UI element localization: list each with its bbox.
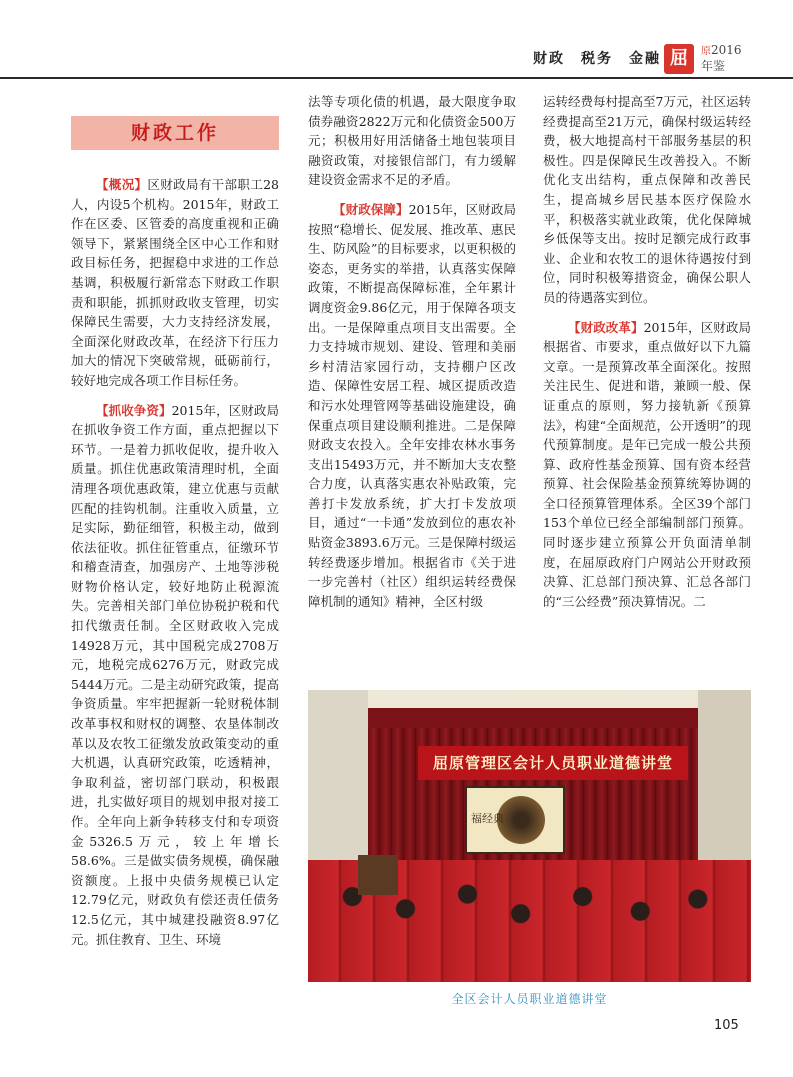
lecture-photo — [308, 690, 751, 982]
paragraph-continuation-text: 法等专项化债的机遇，最大限度争取债券融资2822万元和化债资金500万元；积极用好用活储备土地包装项目融资政策，对接银信部门，有力缓解建设资金需求不足的矛盾。 — [308, 94, 516, 188]
photo-caption: 全区会计人员职业道德讲堂 — [451, 992, 608, 1006]
photo-banner: 屈原管理区会计人员职业道德讲堂 — [418, 746, 688, 780]
text-column-2 — [308, 92, 516, 611]
paragraph-overview-text: 区财政局有干部职工28人，内设5个机构。2015年，财政工作在区委、区管委的高度重视和正确领导下，紧紧围绕全区中心工作和财政目标任务，把握稳中求进的工作总基调，积极履行新常态下财政工作职责和职能，抓抓财政收支管理，切实保障民生需要，大力支持经济发展，全面深化财政改革，在经济下行压力加大的情况下突破常规，砥砺前行，较好地完成各项工作目标任务。 — [71, 177, 279, 388]
logo-text: 原 — [701, 46, 711, 57]
year: 2016 — [711, 43, 742, 57]
yearbook-word: 年鉴 — [701, 59, 726, 73]
paragraph-overview — [71, 175, 279, 391]
paragraph-continuation — [308, 92, 516, 190]
page-number: 105 — [714, 1018, 739, 1033]
page-header — [0, 0, 793, 80]
text-column-1 — [71, 175, 279, 949]
logo-glyph: 屈 — [670, 48, 688, 69]
section-tabs: 财政 税务 金融 — [533, 51, 661, 67]
paragraph-guarantee-text: 2015年，区财政局按照“稳增长、促发展、推改革、惠民生、防风险”的目标要求，以更积极的姿态，更务实的举措，认真落实保障政策，不断提高保障标准，全年累计调度资金9.86亿元，用于保障各项支出。一是保障重点项目支出需要。全力支持城市规划、建设、管理和美丽乡村清洁家园行动，支持棚户区改造、保障性安居工程、城区提质改造和污水处理管网等基础设施建设，确保重点项目建设顺利推进。二是保障财政支农投入。全年安排农林水事务支出15493万元，并不断加大支农整合力度，认真落实惠农补贴政策，完善打卡发放系统，扩大打卡发放项目，通过“一卡通”发放到位的惠农补贴资金3893.6万元。三是保障村级运转经费逐步增加。根据省市《关于进一步完善村（社区）组织运转经费保障机制的通知》精神，全区村级 — [308, 201, 516, 609]
tag-overview: 【概况】 — [96, 177, 148, 192]
header-rule — [0, 77, 793, 79]
paragraph-reform-text: 2015年，区财政局根据省、市要求，重点做好以下九篇文章。一是预算改革全面深化。按照关注民生、促进和谐，兼顾一般、保证重点的原则，努力接轨新《预算法》，构建“全面规范，公开透明”的现代预算制度。是年已完成一般公共预算、政府性基金预算、国有资本经营预算、社会保险基金预算统筹协调的全口径预算管理体系。全区39个部门153个单位已经全部编制部门预算。同时逐步建立预算公开负面清单制度，在屈原政府门户网站公开财政预决算、汇总部门预决算、汇总各部门的“三公经费”预决算情况。二 — [543, 319, 751, 609]
paragraph-reform — [543, 318, 751, 612]
photo-screen-graphic — [497, 796, 545, 844]
paragraph-guarantee — [308, 200, 516, 611]
tag-revenue: 【抓收争资】 — [96, 402, 172, 418]
article-title: 财政工作 — [71, 116, 279, 150]
text-column-3 — [543, 92, 751, 611]
paragraph-continuation-2 — [543, 92, 751, 308]
yearbook-logo — [664, 44, 694, 74]
photo-screen-text: 福经典 — [471, 812, 504, 825]
paragraph-revenue — [71, 401, 279, 950]
photo-podium — [358, 855, 398, 895]
yearbook-label — [701, 43, 742, 73]
tag-reform: 【财政改革】 — [568, 319, 644, 335]
paragraph-revenue-text: 2015年，区财政局在抓收争资工作方面，重点把握以下环节。一是着力抓收促收，提升收入质量。抓住优惠政策清理时机，全面清理各项优惠政策，建立优惠与贡献匹配的挂钩机制。注重收入质量，立足实际，勤征细管，积极主动，做到依法征收。抓住征管重点，征缴环节和稽查清查，加强房产、土地等涉税财物价格认定，较好地防止税源流失。完善相关部门单位协税护税和代扣代缴责任制。全区财政收入完成14928万元，其中国税完成2708万元，地税完成6276万元，财政完成5444万元。二是主动研究政策，提高争资质量。牢牢把握新一轮财税体制改革事权和财权的调整、农垦体制改革以及农牧工征缴发放政策变动的重大机遇，认真研究政策，吃透精神，争取利益，密切部门联动，积极跟进，扎实做好项目的规划申报对接工作。全年向上新争转移支付和专项资金5326.5万元，较上年增长58.6%。三是做实债务规模，确保融资额度。上报中央债务规模已认定12.79亿元，财政负有偿还责任债务12.5亿元，其中城建投融资8.97亿元。抓住教育、卫生、环境 — [71, 402, 279, 947]
photo-curtain-valance — [368, 708, 698, 728]
tag-guarantee: 【财政保障】 — [333, 201, 409, 217]
photo-projector-screen — [465, 786, 565, 854]
paragraph-continuation-2-text: 运转经费每村提高至7万元，社区运转经费提高至21万元，确保村级运转经费，极大地提高村干部服务基层的积极性。四是保障民生改善投入。不断优化支出结构，重点保障和改善民生，提高城乡居民基本医疗保险水平，积极落实就业政策，优化保障城乡低保等支出。按时足额完成行政事业、企业和农牧工的退休待遇按付到位，同时积极筹措资金，确保公职人员的待遇落实到位。 — [543, 94, 751, 305]
